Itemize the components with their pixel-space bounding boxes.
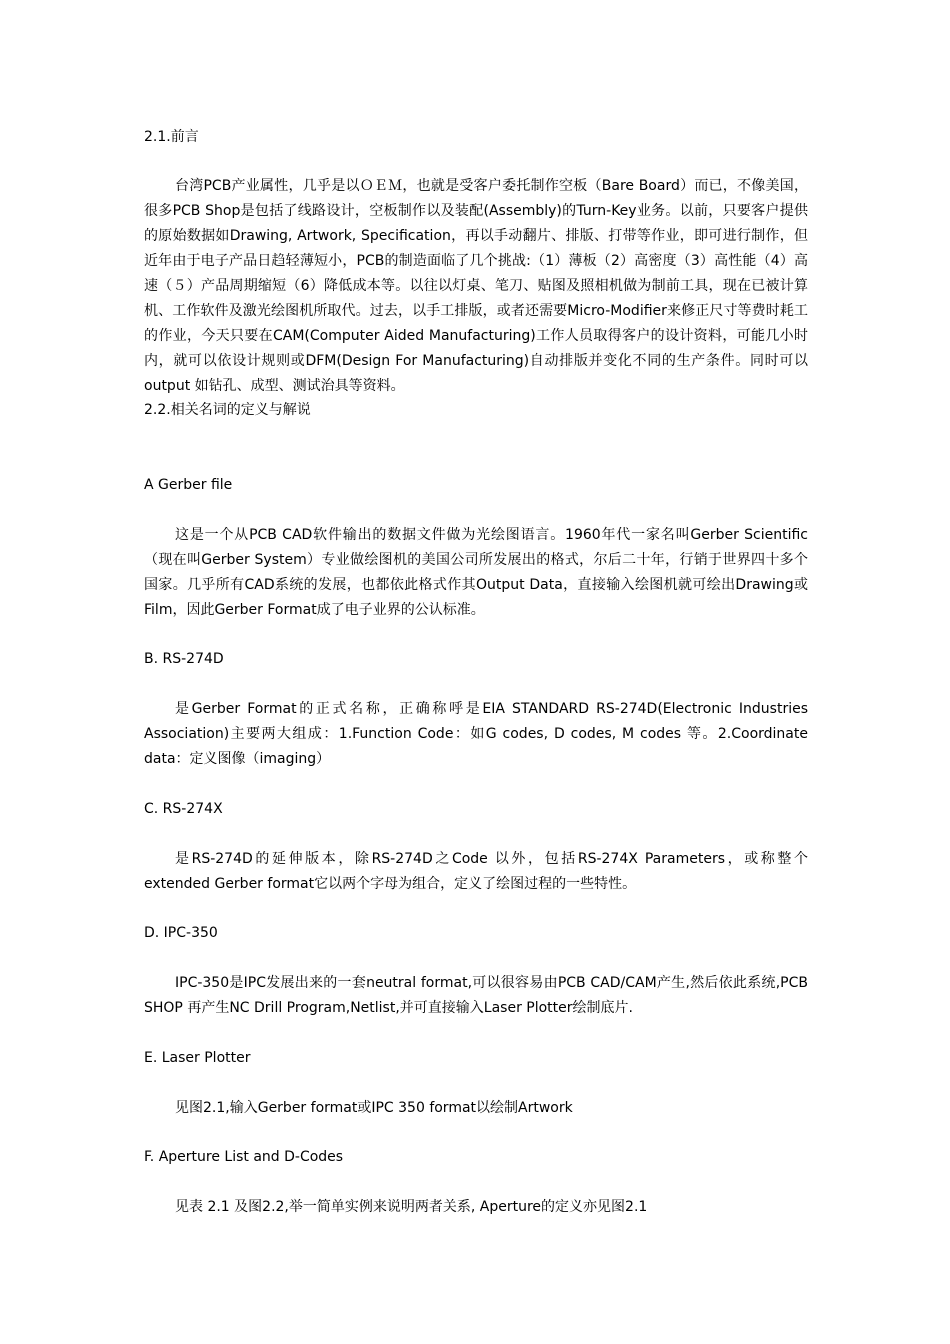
paragraph-rs274d: 是Gerber Format的正式名称，正确称呼是EIA STANDARD RS-274D(Electronic Industries Association)主要两大组成：1.Function Code：如G codes, D codes, M codes 等。2.Coordinate data：定义图像（imaging） <box>144 701 808 767</box>
paragraph-ipc350: IPC-350是IPC发展出来的一套neutral format,可以很容易由PCB CAD/CAM产生,然后依此系统,PCB SHOP 再产生NC Drill Program,Netlist,并可直接输入Laser Plotter绘制底片. <box>144 975 808 1016</box>
paragraph-aperture-list: 见表 2.1 及图2.2,举一简单实例来说明两者关系, Aperture的定义亦见图2.1 <box>175 1199 648 1215</box>
paragraph-laser-plotter: 见图2.1,输入Gerber format或IPC 350 format以绘制Artwork <box>175 1100 573 1116</box>
paragraph-preface: 台湾PCB产业属性，几乎是以ＯＥＭ，也就是受客户委托制作空板（Bare Board）而已，不像美国，很多PCB Shop是包括了线路设计，空板制作以及装配(Assembly)的Turn-Key业务。以前，只要客户提供的原始数据如Drawing, Artwork, Specification，再以手动翻片、排版、打带等作业，即可进行制作，但近年由于电子产品日趋轻薄短小，PCB的制造面临了几个挑战:（1）薄板（2）高密度（3）高性能（4）高速（５）产品周期缩短（6）降低成本等。以往以灯桌、笔刀、贴图及照相机做为制前工具，现在已被计算机、工作软件及激光绘图机所取代。过去，以手工排版，或者还需要Micro-Modifier来修正尺寸等费时耗工的作业，今天只要在CAM(Computer Aided Manufacturing)工作人员取得客户的设计资料，可能几小时内，就可以依设计规则或DFM(Design For Manufacturing)自动排版并变化不同的生产条件。同时可以output 如钻孔、成型、测试治具等资料。 <box>144 178 808 394</box>
term-heading-rs274x: C. RS-274X <box>144 801 223 817</box>
paragraph-gerber-file: 这是一个从PCB CAD软件输出的数据文件做为光绘图语言。1960年代一家名叫Gerber Scientific（现在叫Gerber System）专业做绘图机的美国公司所发展出的格式，尔后二十年，行销于世界四十多个国家。几乎所有CAD系统的发展，也都依此格式作其Output Data，直接输入绘图机就可绘出Drawing或Film，因此Gerber Format成了电子业界的公认标准。 <box>144 527 808 618</box>
term-heading-laser-plotter: E. Laser Plotter <box>144 1050 251 1066</box>
section-heading-2-1: 2.1.前言 <box>144 129 199 145</box>
paragraph-rs274x: 是RS-274D的延伸版本，除RS-274D之Code 以外，包括RS-274X Parameters，或称整个extended Gerber format它以两个字母为组合，定义了绘图过程的一些特性。 <box>144 851 808 892</box>
term-heading-aperture-list: F. Aperture List and D-Codes <box>144 1149 344 1165</box>
term-heading-rs274d: B. RS-274D <box>144 651 224 667</box>
term-heading-gerber-file: A Gerber file <box>144 477 233 493</box>
section-heading-2-2: 2.2.相关名词的定义与解说 <box>144 402 311 418</box>
term-heading-ipc350: D. IPC-350 <box>144 925 218 941</box>
